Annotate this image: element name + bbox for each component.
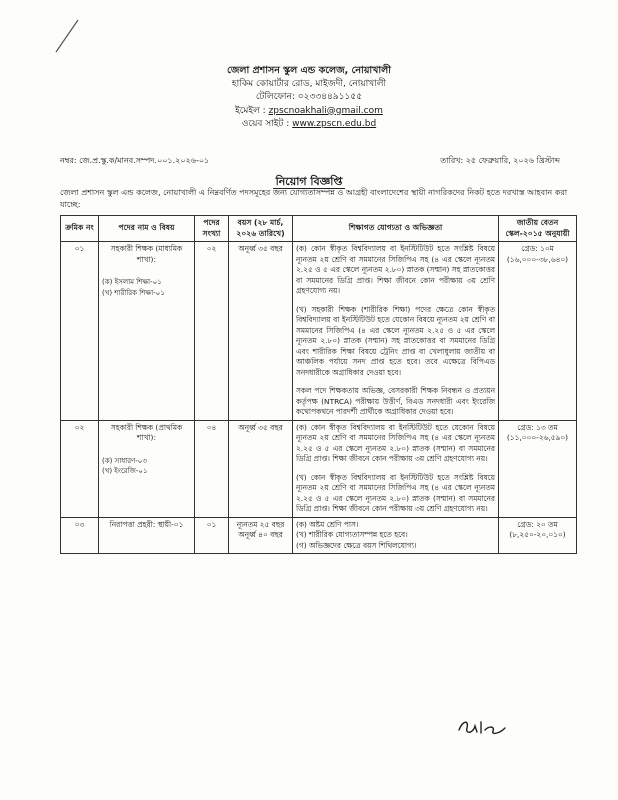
memo-date: তারিখ: ২৫ ফেব্রুয়ারি, ২০২৬ খ্রিস্টাব্দ (440, 156, 560, 165)
qualification-paragraph: (ক) কোন স্বীকৃত বিশ্ববিদ্যালয় বা ইনস্টিটিউট হতে যেকোন বিষয়ে ন্যূনতম ২য় শ্রেণি বা সমমানের সিজিপিএ সহ (৪ এর স্কেলে ন্যূনতম ২.২৫ ও ৫ এর স্কেলে ন্যূনতম ২.৮০) স্নাতক (সম্মান) বা সমমানের ডিগ্রি প্রাপ্ত। শিক্ষা জীবনে কোন পরীক্ষায় ৩য় শ্রেণি গ্রহণযোগ্য নয়। (296, 422, 495, 463)
cell-age: অনূর্ধ্ব ৩৫ বছর (229, 420, 293, 517)
post-title: সহকারী শিক্ষক (প্রাথমিক শাখা): (110, 422, 183, 442)
website-link[interactable]: www.zpscn.edu.bd (292, 119, 377, 129)
cell-scale (499, 517, 577, 554)
qualification-paragraph: সকল পদে শিক্ষকতায় অভিজ্ঞ, বেসরকারী শিক্ষক নিবন্ধন ও প্রত্যয়ন কর্তৃপক্ষ (NTRCA) পরীক্ষায় উত্তীর্ণ, বিএড সনদধারী এবং ইংরেজি কথোপকথনে পারদর্শী প্রার্থীকে অগ্রাধিকার দেওয়া হবে। (296, 386, 495, 416)
header-qualification: শিক্ষাগত যোগ্যতা ও অভিজ্ঞতা (293, 216, 499, 242)
cell-post (99, 420, 195, 517)
cell-count: ০২ (195, 242, 229, 421)
header-scale: জাতীয় বেতন স্কেল-২০১৫ অনুযায়ী (499, 216, 577, 242)
notice-title-text: নিয়োগ বিজ্ঞপ্তি (273, 175, 346, 189)
scale-range: (১১,০০০-২৬,৫৯০) (506, 433, 569, 442)
cell-scale (499, 420, 577, 517)
org-phone: টেলিফোন: ০২৩৩৪৪৯১১৫৫ (255, 92, 363, 102)
cell-scale (499, 242, 577, 421)
memo-number: নম্বর: জে.প্র.স্কু.ক/মানব.সম্পদ.০০১.২০২৬-০১ (60, 156, 210, 165)
header-serial: ক্রমিক নং (61, 216, 99, 242)
cell-post: নিরাপত্তা প্রহরী: স্থায়ী-০১ (99, 517, 195, 554)
post-subject: (খ) শারীরিক শিক্ষা-০১ (102, 288, 165, 297)
vacancy-table (60, 215, 577, 554)
scale-range: (৮,২৫০-২০,০১০) (509, 530, 566, 539)
qualification-line: (খ) শারীরিক যোগ্যতাসম্পন্ন হতে হবে। (296, 530, 408, 539)
cell-qualification (293, 517, 499, 554)
org-name: জেলা প্রশাসন স্কুল এন্ড কলেজ, নোয়াখালী (227, 65, 391, 76)
scale-grade: গ্রেড: ১৩ তম (517, 422, 558, 432)
post-subject: (খ) ইংরেজি-০১ (102, 467, 148, 475)
signature-mark (455, 716, 509, 738)
table-row (61, 420, 577, 517)
org-email-line (0, 105, 618, 119)
cell-count: ০১ (195, 517, 229, 554)
memo-row (60, 155, 560, 168)
website-label: ওয়েব সাইট : (241, 119, 293, 129)
cell-serial: ০৩ (61, 517, 99, 554)
scale-range: (১৬,০০০-৩৮,৬৪০) (506, 254, 569, 264)
post-subject: (ক) সাধারণ-০৩ (102, 456, 147, 465)
cell-count: ০৪ (195, 420, 229, 517)
qualification-paragraph: (খ) কোন স্বীকৃত বিশ্ববিদ্যালয় বা ইনস্টিটিউট হতে সংশ্লিষ্ট বিষয়ে ন্যূনতম ২য় শ্রেণি বা সমমানের সিজিপিএ সহ (৪ এর স্কেলে ন্যূনতম ২.২৫ ও ৫ এর স্কেলে ন্যূনতম ২.৮০) স্নাতক (সম্মান) বা সমমানের ডিগ্রি প্রাপ্ত। শিক্ষা জীবনে কোন পরীক্ষায় ৩য় শ্রেণি গ্রহণযোগ্য নয়। (296, 472, 495, 513)
cell-serial: ০২ (61, 420, 99, 517)
intro-paragraph: জেলা প্রশাসন স্কুল এন্ড কলেজ, নোয়াখালী এ নিম্নবর্ণিত পদসমূহের জন্য যোগ্যতাসম্পন্ন ও আগ্রহী বাংলাদেশের স্থায়ী নাগরিকদের নিকট হতে দরখাস্ত আহবান করা যাচ্ছে: (60, 188, 568, 209)
header-post: পদের নাম ও বিষয় (99, 216, 195, 242)
email-link[interactable]: zpscnoakhali@gmail.com (268, 105, 383, 116)
cell-age: ন্যূনতম ২৫ বছর অনূর্ধ্ব ৪০ বছর (229, 517, 293, 554)
cell-serial: ০১ (61, 242, 99, 421)
org-address: হাকিম কোয়ার্টার রোড, মাইজদী, নোয়াখালী (231, 78, 387, 89)
scale-grade: গ্রেড: ১০ম (521, 244, 554, 253)
table-row (61, 517, 577, 554)
cell-post (99, 242, 195, 421)
email-label: ইমেইল : (235, 105, 269, 116)
pen-stroke-mark (52, 18, 82, 54)
header-count: পদের সংখ্যা (195, 216, 229, 242)
post-title: সহকারী শিক্ষক (মাধ্যমিক শাখা): (110, 244, 183, 264)
qualification-paragraph: (খ) সহকারী শিক্ষক (শারীরিক শিক্ষা) পদের ক্ষেত্রে কোন স্বীকৃত বিশ্ববিদ্যালয় বা ইনস্টিটিউট হতে যেকোন বিষয়ে ন্যূনতম ২য় শ্রেণি বা সমমানের সিজিপিএ (৪ এর স্কেলে ন্যূনতম ২.২৫ ও ৫ এর স্কেলে ন্যূনতম ২.৮০) স্নাতক (সম্মান) সহ স্নাতকোত্তর বা সমমানের ডিগ্রি এবং শারীরিক শিক্ষা বিষয়ে ট্রেনিং প্রাপ্ত বা খেলাধুলায় জাতীয় বা আঞ্চলিক পর্যায়ে সনদ প্রাপ্ত হতে হবে। তবে এক্ষেত্রে বিপিএড সনদধারীকে অগ্রাধিকার দেওয়া হবে। (296, 304, 495, 377)
table-header-row (61, 216, 577, 242)
qualification-line: (গ) অভিজ্ঞদের ক্ষেত্রে বয়স শিথিলযোগ্য। (296, 540, 417, 550)
post-subject: (ক) ইসলাম শিক্ষা-০১ (102, 278, 162, 286)
cell-qualification (293, 420, 499, 517)
cell-qualification (293, 242, 499, 421)
scale-grade: গ্রেড: ২০ তম (517, 519, 558, 529)
header-age: বয়স (২৮ মার্চ, ২০২৬ তারিখে) (229, 216, 293, 242)
org-website-line (0, 118, 618, 132)
cell-age: অনূর্ধ্ব ৩৫ বছর (229, 242, 293, 421)
qualification-paragraph: (ক) কোন স্বীকৃত বিশ্ববিদ্যালয় বা ইনস্টিটিউট হতে সংশ্লিষ্ট বিষয়ে ন্যূনতম ২য় শ্রেণি বা সমমানের সিজিপিএ সহ (৪ এর স্কেলে ন্যূনতম ২.২৫ ও ৫ এর স্কেলে ন্যূনতম ২.৮০) স্নাতক (সম্মান) সহ স্নাতকোত্তর বা সমমানের ডিগ্রি প্রাপ্ত। শিক্ষা জীবনে কোন পরীক্ষায় ৩য় শ্রেণি গ্রহণযোগ্য নয়। (296, 244, 495, 295)
table-row (61, 242, 577, 421)
qualification-line: (ক) অষ্টম শ্রেণি পাস। (296, 519, 359, 529)
letterhead (0, 64, 618, 132)
